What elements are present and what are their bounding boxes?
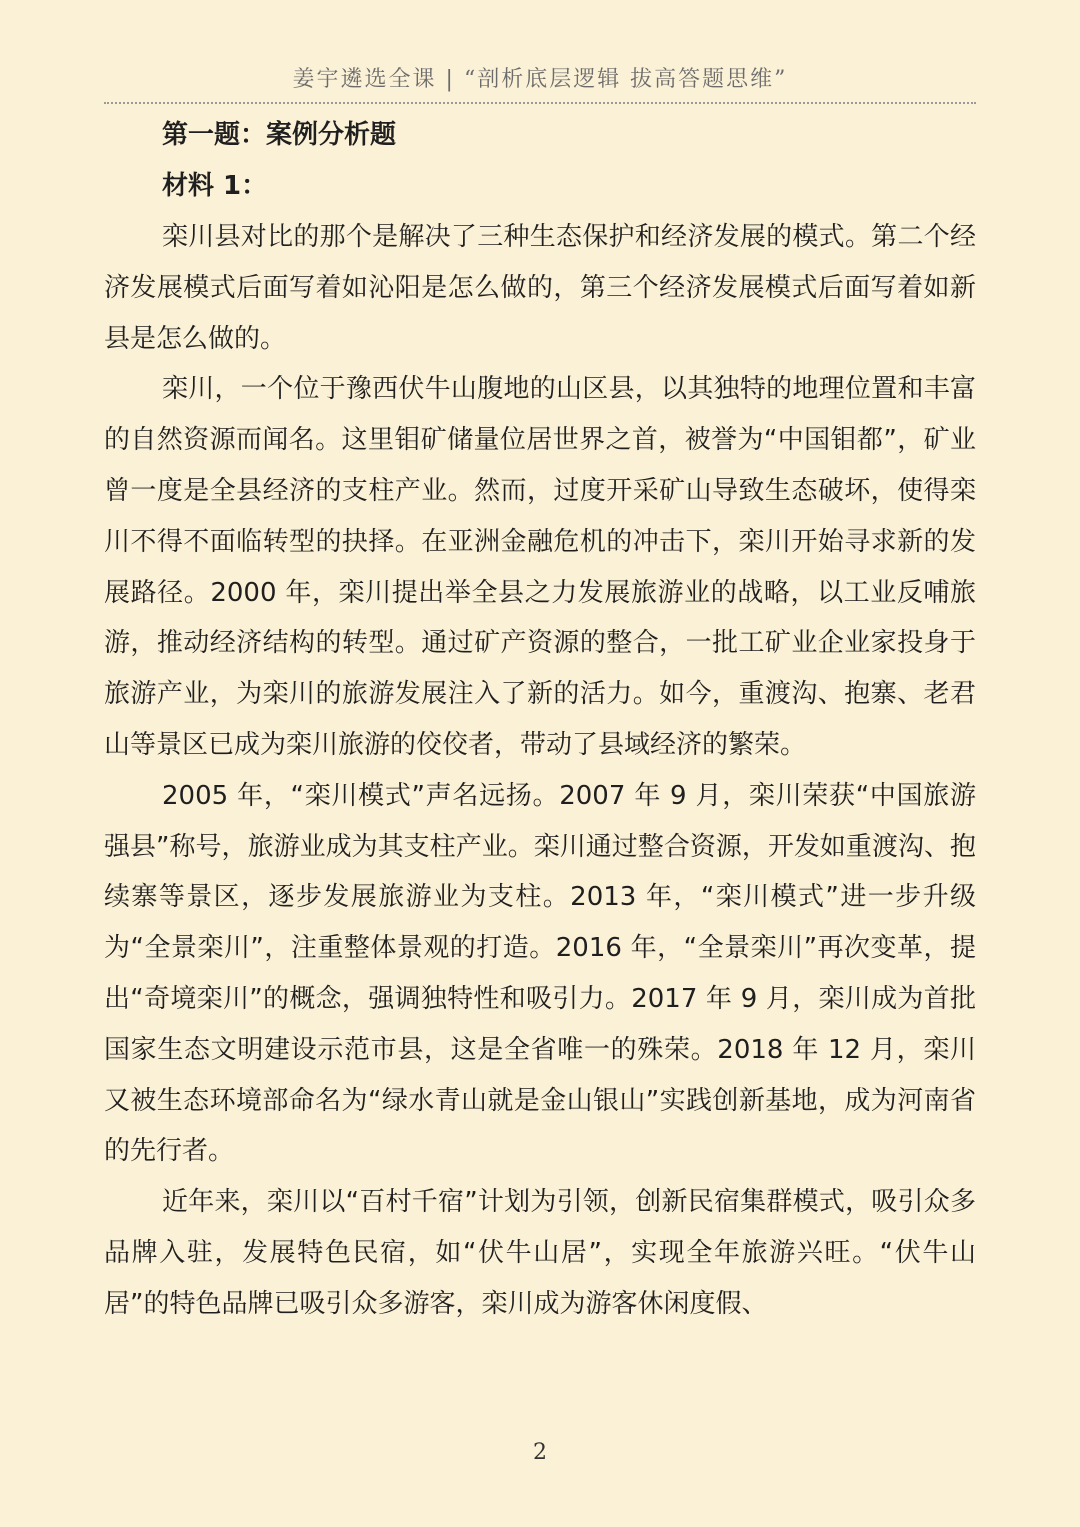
paragraph: 栾川，一个位于豫西伏牛山腹地的山区县，以其独特的地理位置和丰富的自然资源而闻名。这里钼矿储量位居世界之首，被誉为“中国钼都”，矿业曾一度是全县经济的支柱产业。然而，过度开采矿山导致生态破坏，使得栾川不得不面临转型的抉择。在亚洲金融危机的冲击下，栾川开始寻求新的发展路径。2000 年，栾川提出举全县之力发展旅游业的战略，以工业反哺旅游，推动经济结构的转型。通过矿产资源的整合，一批工矿业企业家投身于旅游产业，为栾川的旅游发展注入了新的活力。如今，重渡沟、抱寨、老君山等景区已成为栾川旅游的佼佼者，带动了县域经济的繁荣。	[104, 374, 976, 760]
page-number: 2	[533, 1440, 547, 1465]
paragraph: 2005 年，“栾川模式”声名远扬。2007 年 9 月，栾川荣获“中国旅游强县”称号，旅游业成为其支柱产业。栾川通过整合资源，开发如重渡沟、抱续寨等景区，逐步发展旅游业为支柱。2013 年，“栾川模式”进一步升级为“全景栾川”，注重整体景观的打造。2016 年，“全景栾川”再次变革，提出“奇境栾川”的概念，强调独特性和吸引力。2017 年 9 月，栾川成为首批国家生态文明建设示范市县，这是全省唯一的殊荣。2018 年 12 月，栾川又被生态环境部命名为“绿水青山就是金山银山”实践创新基地，成为河南省的先行者。	[104, 780, 976, 1167]
section-title: 第一题：案例分析题	[162, 120, 397, 150]
header-text: 姜宇遴选全课 | “剖析底层逻辑 拔高答题思维”	[292, 67, 788, 92]
paragraph: 栾川县对比的那个是解决了三种生态保护和经济发展的模式。第二个经济发展模式后面写着如沁阳是怎么做的，第三个经济发展模式后面写着如新县是怎么做的。	[104, 222, 976, 354]
paragraph: 近年来，栾川以“百村千宿”计划为引领，创新民宿集群模式，吸引众多品牌入驻，发展特色民宿，如“伏牛山居”，实现全年旅游兴旺。“伏牛山居”的特色品牌已吸引众多游客，栾川成为游客休闲度假、	[104, 1187, 976, 1319]
material-label: 材料 1：	[162, 171, 268, 201]
running-header	[104, 62, 976, 104]
document-body	[104, 110, 976, 1330]
